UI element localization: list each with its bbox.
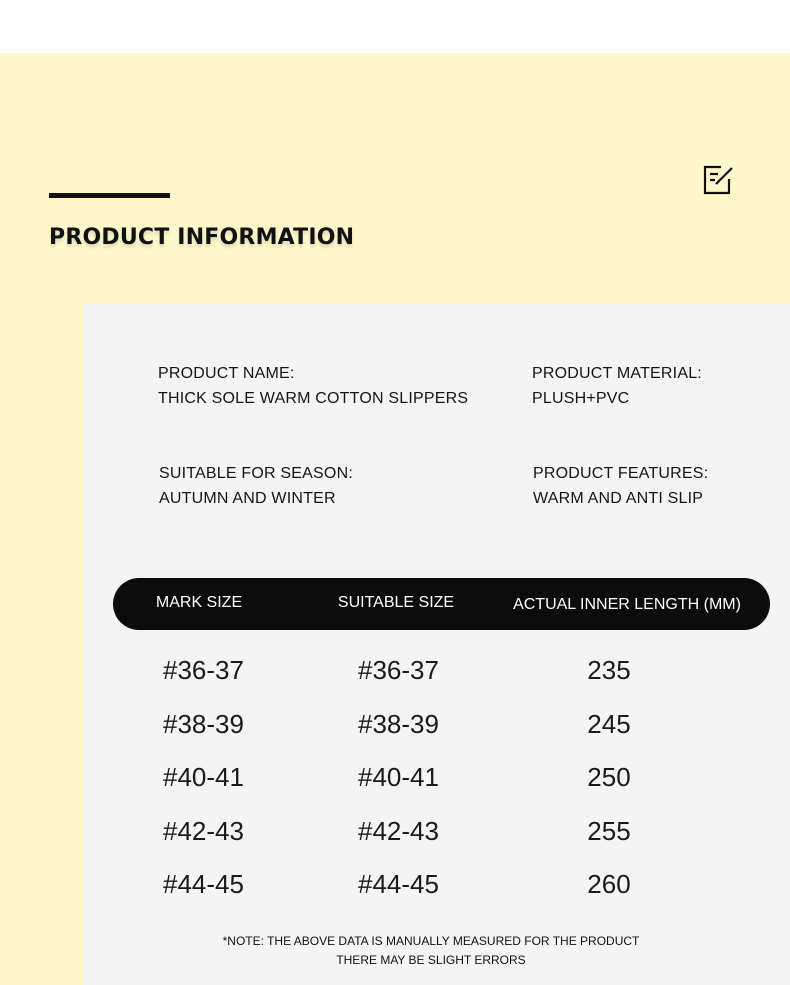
mark-size-cell: #36-37 bbox=[163, 655, 244, 685]
suitable-size-cell: #38-39 bbox=[358, 709, 439, 739]
mark-size-cell: #44-45 bbox=[163, 869, 244, 899]
section-title: PRODUCT INFORMATION bbox=[49, 225, 355, 250]
table-row bbox=[0, 864, 790, 904]
title-rule bbox=[49, 193, 170, 198]
note-line-2: THERE MAY BE SLIGHT ERRORS bbox=[336, 953, 526, 967]
measurement-note bbox=[0, 932, 790, 970]
table-row bbox=[0, 650, 790, 690]
features-block bbox=[533, 461, 708, 511]
suitable-size-cell: #44-45 bbox=[358, 869, 439, 899]
header-mark-size: MARK SIZE bbox=[155, 594, 243, 611]
header-suitable-size: SUITABLE SIZE bbox=[337, 594, 455, 611]
suitable-size-cell: #36-37 bbox=[358, 655, 439, 685]
season-label: SUITABLE FOR SEASON: bbox=[159, 465, 353, 482]
suitable-size-cell: #40-41 bbox=[358, 762, 439, 792]
inner-length-cell: 235 bbox=[587, 655, 631, 685]
table-row bbox=[0, 811, 790, 851]
product-material-label: PRODUCT MATERIAL: bbox=[532, 365, 702, 382]
inner-length-cell: 245 bbox=[587, 709, 631, 739]
inner-length-cell: 250 bbox=[587, 762, 631, 792]
product-material-value: PLUSH+PVC bbox=[532, 390, 630, 407]
product-name-label: PRODUCT NAME: bbox=[158, 365, 295, 382]
mark-size-cell: #40-41 bbox=[163, 762, 244, 792]
product-name-value: THICK SOLE WARM COTTON SLIPPERS bbox=[158, 390, 469, 407]
table-row bbox=[0, 757, 790, 797]
product-name-block bbox=[158, 361, 468, 411]
table-row bbox=[0, 704, 790, 744]
inner-length-cell: 255 bbox=[587, 816, 631, 846]
product-material-block bbox=[532, 361, 702, 411]
header-inner-length: ACTUAL INNER LENGTH (MM) bbox=[513, 596, 741, 613]
inner-length-cell: 260 bbox=[587, 869, 631, 899]
features-value: WARM AND ANTI SLIP bbox=[533, 490, 704, 507]
features-label: PRODUCT FEATURES: bbox=[533, 465, 709, 482]
note-line-1: *NOTE: THE ABOVE DATA IS MANUALLY MEASURED FOR THE PRODUCT bbox=[222, 934, 640, 948]
size-table-header bbox=[113, 578, 770, 630]
edit-icon bbox=[703, 164, 735, 196]
mark-size-cell: #42-43 bbox=[163, 816, 244, 846]
suitable-size-cell: #42-43 bbox=[358, 816, 439, 846]
season-value: AUTUMN AND WINTER bbox=[159, 490, 336, 507]
mark-size-cell: #38-39 bbox=[163, 709, 244, 739]
season-block bbox=[159, 461, 353, 511]
